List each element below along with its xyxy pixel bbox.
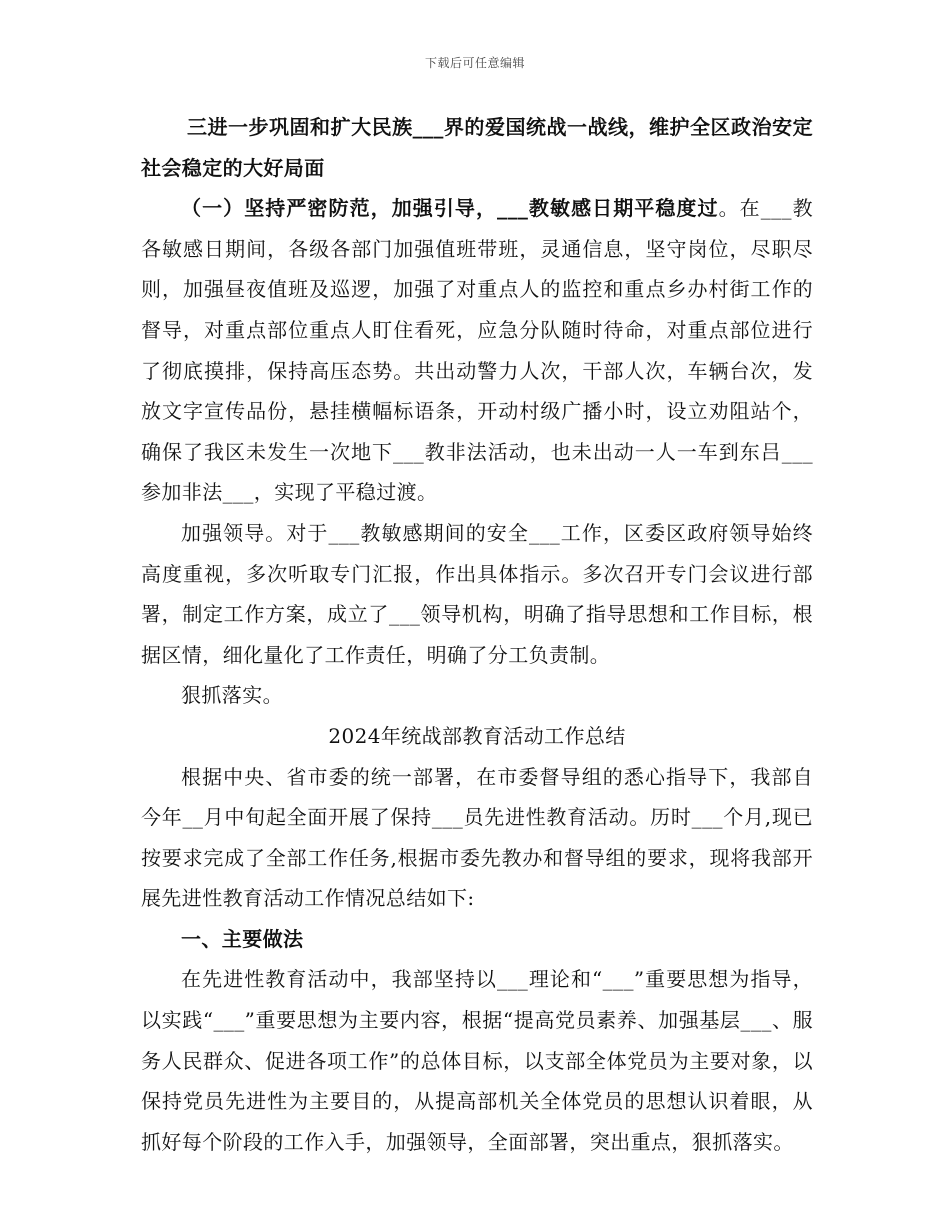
document-title: 2024年统战部教育活动工作总结 — [328, 723, 626, 748]
paragraph-3: 狠抓落实。 — [181, 683, 283, 708]
paragraph-4: 根据中央、省市委的统一部署，在市委督导组的悉心指导下，我部自今年__月中旬起全面开展了保持___员先进性教育活动。历时___个月,现已按要求完成了全部工作任务,根据市委先教办和督导组的要求，现将我部开展先进性教育活动工作情况总结如下: — [141, 764, 813, 911]
section3-heading: 三进一步巩固和扩大民族___界的爱国统战一战线，维护全区政治安定社会稳定的大好局面 — [141, 115, 813, 180]
paragraph-1-text: 。在___教各敏感日期间，各级各部门加强值班带班，灵通信息，坚守岗位，尽职尽则，加强昼夜值班及巡逻，加强了对重点人的监控和重点乡办村街工作的督导，对重点部位重点人盯住看死，应急分队随时待命，对重点部位进行了彻底摸排，保持高压态势。共出动警力人次，干部人次，车辆台次，发放文字宣传品份，悬挂横幅标语条，开动村级广播小时，设立劝阻站个，确保了我区未发生一次地下___教非法活动，也未出动一人一车到东吕___参加非法___，实现了平稳过渡。 — [141, 196, 813, 505]
header-note: 下载后可任意编辑 — [424, 56, 525, 70]
document-body — [141, 107, 813, 1162]
paragraph-1-bold-lead: （一）坚持严密防范，加强引导，___教敏感日期平稳度过 — [181, 196, 719, 221]
paragraph-1 — [141, 188, 813, 513]
section-heading-1: 一、主要做法 — [181, 926, 304, 951]
paragraph-2: 加强领导。对于___教敏感期间的安全___工作，区委区政府领导始终高度重视，多次听取专门汇报，作出具体指示。多次召开专门会议进行部署，制定工作方案，成立了___领导机构，明确了指导思想和工作目标，根据区情，细化量化了工作责任，明确了分工负责制。 — [141, 520, 813, 667]
paragraph-5: 在先进性教育活动中，我部坚持以___理论和“___”重要思想为指导，以实践“___”重要思想为主要内容，根据“提高党员素养、加强基层___、服务人民群众、促进各项工作”的总体目标，以支部全体党员为主要对象，以保持党员先进性为主要目的，从提高部机关全体党员的思想认识着眼，从抓好每个阶段的工作入手，加强领导，全面部署，突出重点，狠抓落实。 — [141, 967, 813, 1154]
